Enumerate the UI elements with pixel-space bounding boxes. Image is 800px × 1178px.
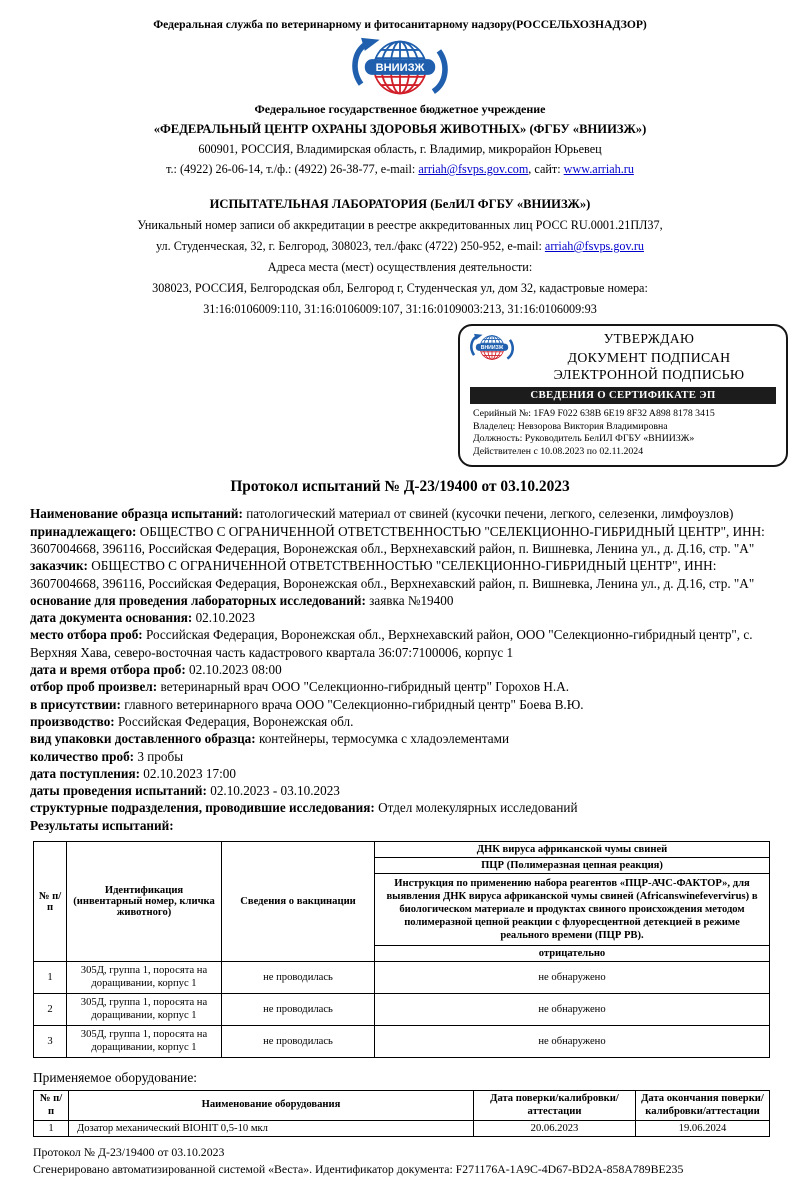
field-label: основание для проведения лабораторных исследований: (30, 592, 366, 608)
stamp-position: Должность: Руководитель БелИЛ ФГБУ «ВНИИЗЖ» (473, 433, 695, 445)
row-result: не обнаружено (375, 962, 770, 994)
field-label: Результаты испытаний: (30, 817, 174, 833)
org-email-link[interactable]: arriah@fsvps.gov.com (418, 162, 529, 176)
row-id: 305Д, группа 1, поросята на доращивании, корпус 1 (67, 994, 222, 1026)
field-label: отбор проб произвел: (30, 679, 158, 695)
field-value: заявка №19400 (369, 592, 454, 608)
field-value: 02.10.2023 08:00 (189, 662, 282, 678)
row-vaccination: не проводилась (222, 962, 375, 994)
results-header-id: Идентификация (инвентарный номер, кличка животного) (67, 842, 222, 962)
accreditation-line: Уникальный номер записи об аккредитации в реестре аккредитованных лиц РОСС RU.0001.21ПЛ37, (137, 218, 663, 232)
field-label: заказчик: (30, 558, 88, 574)
field-basis (30, 592, 770, 609)
stamp-approve: УТВЕРЖДАЮ (603, 331, 695, 346)
vniizh-logo-icon (348, 36, 452, 99)
stamp-owner: Владелец: Невзорова Виктория Владимировна (473, 420, 668, 432)
field-customer (30, 557, 770, 592)
equipment-row-num: 1 (34, 1121, 69, 1137)
stamp-vniizh-logo-icon (468, 331, 520, 367)
field-label: производство: (30, 713, 115, 729)
field-label: даты проведения испытаний: (30, 783, 207, 799)
field-sample-count (30, 748, 770, 765)
lab-email-link[interactable]: arriah@fsvps.gov.ru (544, 239, 645, 253)
field-sample-name (30, 505, 770, 522)
results-header-test: ДНК вируса африканской чумы свиней (375, 842, 770, 858)
field-production (30, 713, 770, 730)
equipment-header-row (34, 1091, 770, 1121)
results-table (33, 841, 770, 1058)
field-label: дата поступления: (30, 765, 140, 781)
field-value: ветеринарный врач ООО "Селекционно-гибридный центр" Горохов Н.А. (160, 679, 570, 695)
results-header-row (34, 842, 770, 858)
contacts-prefix: т.: (4922) 26-06-14, т./ф.: (4922) 26-38-77, e-mail: (166, 162, 419, 176)
field-label: дата и время отбора проб: (30, 662, 186, 678)
table-row (34, 1121, 770, 1137)
page-title: Протокол испытаний № Д-23/19400 от 03.10.2023 (230, 478, 570, 496)
row-num: 1 (34, 962, 67, 994)
field-value: 02.10.2023 17:00 (143, 765, 236, 781)
field-value: 02.10.2023 - 03.10.2023 (210, 783, 340, 799)
field-label: принадлежащего: (30, 523, 137, 539)
results-header-instruction: Инструкция по применению набора реагентов «ПЦР-АЧС-ФАКТОР», для выявления ДНК вируса африканской чумы свиней (Africanswinefevervirus) в биологическом материале и продуктах свиного происхождения методом полимеразной цепной реакции с флуоресцентной детекцией в режиме реального времени (ПЦР РВ). (375, 874, 770, 946)
field-value: главного ветеринарного врача ООО "Селекционно-гибридный центр" Боева В.Ю. (124, 696, 584, 712)
results-header-method: ПЦР (Полимеразная цепная реакция) (375, 858, 770, 874)
field-value: Отдел молекулярных исследований (378, 800, 578, 816)
row-num: 3 (34, 1026, 67, 1058)
field-label: вид упаковки доставленного образца: (30, 731, 256, 747)
stamp-signed-line1: ДОКУМЕНТ ПОДПИСАН (567, 350, 731, 365)
footer-generated-note: Сгенерировано автоматизированной системой «Веста». Идентификатор документа: F271176A-1A9C-4D67-BD2A-858A789BE235 (33, 1161, 684, 1176)
field-value: Российская Федерация, Воронежская обл. (118, 713, 354, 729)
row-num: 2 (34, 994, 67, 1026)
org-contacts (0, 162, 800, 177)
field-value: ОБЩЕСТВО С ОГРАНИЧЕННОЙ ОТВЕТСТВЕННОСТЬЮ "СЕЛЕКЦИОННО-ГИБРИДНЫЙ ЦЕНТР", ИНН: 3607004668, 396116, Российская Федерация, Воронежская обл., Верхнехавский район, п. Вишневка, Ленина ул., д. Д.16, стр. "А" (30, 558, 755, 591)
results-header-vaccination: Сведения о вакцинации (222, 842, 375, 962)
equipment-title: Применяемое оборудование: (33, 1070, 198, 1086)
field-witness (30, 696, 770, 713)
field-sampling-place (30, 626, 770, 661)
field-label: место отбора проб: (30, 627, 143, 643)
field-label: в присутствии: (30, 696, 121, 712)
field-label: количество проб: (30, 748, 135, 764)
results-header-norm: отрицательно (375, 946, 770, 962)
field-value: контейнеры, термосумка с хладоэлементами (258, 731, 510, 747)
field-test-dates (30, 782, 770, 799)
stamp-signed-text (520, 350, 778, 383)
equipment-header-date-end: Дата окончания поверки/калибровки/аттестации (636, 1091, 770, 1121)
equipment-row-date-end: 19.06.2024 (636, 1121, 770, 1137)
org-name: «ФЕДЕРАЛЬНЫЙ ЦЕНТР ОХРАНЫ ЗДОРОВЬЯ ЖИВОТНЫХ» (ФГБУ «ВНИИЗЖ») (153, 122, 647, 136)
row-id: 305Д, группа 1, поросята на доращивании, корпус 1 (67, 1026, 222, 1058)
stamp-cert-bar: СВЕДЕНИЯ О СЕРТИФИКАТЕ ЭП (470, 387, 776, 404)
equipment-row-name: Дозатор механический BIOHIT 0,5-10 мкл (69, 1121, 474, 1137)
document-fields (0, 505, 800, 834)
lab-address-prefix: ул. Студенческая, 32, г. Белгород, 308023, тел./факс (4722) 250-952, e-mail: (155, 239, 545, 253)
equipment-table (33, 1090, 770, 1137)
field-value: 3 пробы (137, 748, 184, 764)
row-vaccination: не проводилась (222, 994, 375, 1026)
field-value: 02.10.2023 (195, 610, 255, 626)
activity-address: 308023, РОССИЯ, Белгородская обл, Белгород г, Студенческая ул, дом 32, кадастровые номера: (152, 281, 648, 295)
table-row (34, 994, 770, 1026)
field-label: дата документа основания: (30, 610, 193, 626)
table-row (34, 962, 770, 994)
stamp-signed-line2: ЭЛЕКТРОННОЙ ПОДПИСЬЮ (553, 366, 745, 382)
site-prefix: , сайт: (528, 162, 564, 176)
agency-name: Федеральная служба по ветеринарному и фитосанитарному надзору(РОССЕЛЬХОЗНАДЗОР) (153, 18, 647, 31)
org-type: Федеральное государственное бюджетное учреждение (254, 102, 546, 116)
activity-title: Адреса места (мест) осуществления деятельности: (267, 260, 533, 274)
digital-signature-stamp (458, 324, 788, 467)
lab-name: ИСПЫТАТЕЛЬНАЯ ЛАБОРАТОРИЯ (БелИЛ ФГБУ «ВНИИЗЖ») (209, 197, 591, 211)
cadastral-numbers: 31:16:0106009:110, 31:16:0106009:107, 31:16:0109003:213, 31:16:0106009:93 (203, 302, 597, 316)
field-owner (30, 523, 770, 558)
field-value: патологический материал от свиней (кусочки печени, легкого, селезенки, лимфоузлов) (246, 506, 734, 522)
row-result: не обнаружено (375, 1026, 770, 1058)
field-value: ОБЩЕСТВО С ОГРАНИЧЕННОЙ ОТВЕТСТВЕННОСТЬЮ "СЕЛЕКЦИОННО-ГИБРИДНЫЙ ЦЕНТР", ИНН: 3607004668, 396116, Российская Федерация, Воронежская обл., Верхнехавский район, п. Вишневка, Ленина ул., д. Д.16, стр. "А" (30, 523, 765, 556)
lab-address (0, 239, 800, 254)
stamp-validity: Действителен с 10.08.2023 по 02.11.2024 (473, 445, 644, 457)
row-vaccination: не проводилась (222, 1026, 375, 1058)
row-result: не обнаружено (375, 994, 770, 1026)
table-row (34, 1026, 770, 1058)
field-basis-date (30, 609, 770, 626)
field-label: Наименование образца испытаний: (30, 506, 243, 522)
field-label: структурные подразделения, проводившие исследования: (30, 800, 375, 816)
results-header-num: № п/п (34, 842, 67, 962)
footer-protocol-number: Протокол № Д-23/19400 от 03.10.2023 (33, 1145, 225, 1160)
field-sampling-datetime (30, 661, 770, 678)
row-id: 305Д, группа 1, поросята на доращивании, корпус 1 (67, 962, 222, 994)
equipment-header-name: Наименование оборудования (69, 1091, 474, 1121)
org-address: 600901, РОССИЯ, Владимирская область, г. Владимир, микрорайон Юрьевец (198, 142, 602, 156)
field-receipt-date (30, 765, 770, 782)
stamp-serial: Серийный №: 1FA9 F022 638B 6E19 8F32 A898 8178 3415 (473, 408, 715, 419)
field-sampler (30, 678, 770, 695)
equipment-header-date: Дата поверки/калибровки/аттестации (474, 1091, 636, 1121)
field-value: Российская Федерация, Воронежская обл., Верхнехавский район, ООО "Селекционно-гибридный центр", с. Верхняя Хава, северо-восточная часть кадастрового квартала 36:07:7100006, корпус 1 (30, 627, 753, 660)
equipment-row-date: 20.06.2023 (474, 1121, 636, 1137)
org-site-link[interactable]: www.arriah.ru (563, 162, 634, 176)
field-packaging (30, 730, 770, 747)
equipment-header-num: № п/п (34, 1091, 69, 1121)
results-heading (30, 817, 770, 834)
field-departments (30, 799, 770, 816)
